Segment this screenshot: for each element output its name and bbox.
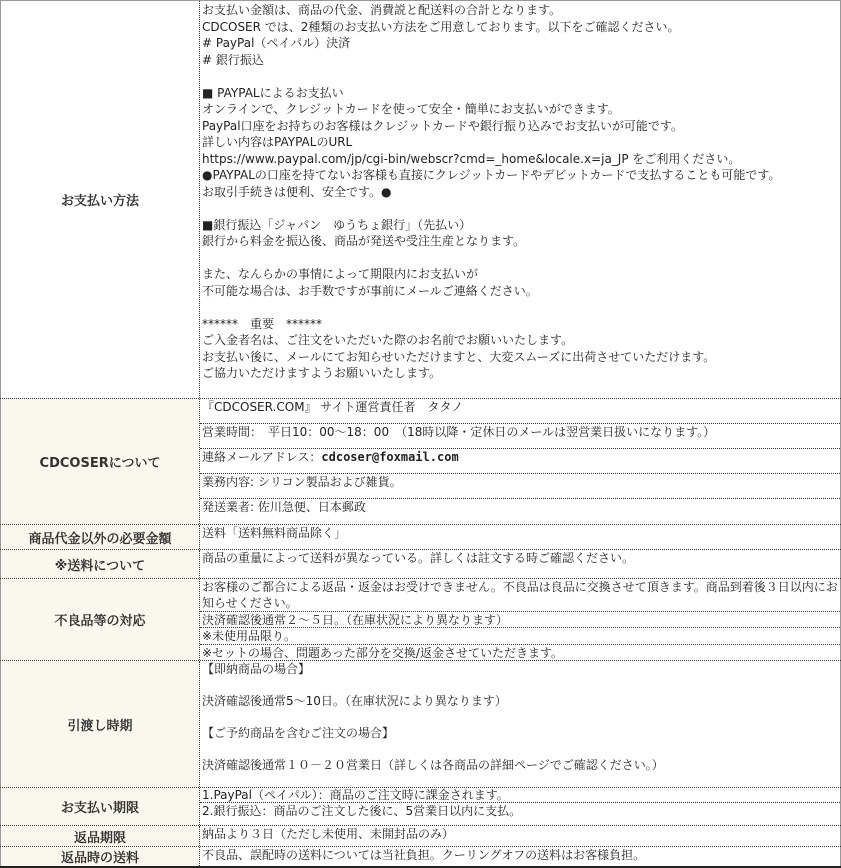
text-line: ご協力いただけますようお願いいたします。 — [202, 366, 442, 380]
return-period-text: 納品より３日（ただし未使用、未開封品のみ） — [202, 827, 455, 841]
defect-set: ※セットの場合、問題あった部分を交換/返金させていただきます。 — [202, 646, 564, 660]
row-extra-fees — [0, 525, 841, 550]
row-value — [200, 550, 841, 578]
text-line: ■ PAYPALによるお支払い — [202, 85, 344, 100]
text-line: 決済確認後通常5～10日。（在庫状況により異なります） — [202, 694, 507, 708]
business-hours: 営業時間： 平日10：00～18：00 （18時以降・定休日のメールは翌営業日扱いになります。） — [200, 424, 840, 449]
text-line: https://www.paypal.com/jp/cgi-bin/webscr?cmd=_home&locale.x=ja_JP をご利用ください。 — [202, 151, 741, 166]
row-label: 引渡し時期 — [0, 661, 200, 787]
text-line: ご入金者名は、ご注文をいただいた際のお名前でお願いいたします。 — [202, 333, 574, 347]
row-label: 不良品等の対応 — [0, 579, 200, 660]
text-line: ●PAYPALの口座を持てないお客様も直接にクレジットカードやデビットカードで支払することも可能です。 — [202, 168, 781, 182]
row-label: CDCOSERについて — [0, 399, 200, 524]
text-line: 【即納商品の場合】 — [202, 662, 311, 676]
row-shipping — [0, 550, 841, 579]
text-line — [202, 677, 838, 693]
text-line: # 銀行振込 — [202, 52, 264, 67]
text-line: お支払い後に、メールにてお知らせいただけますと、大変スムーズに出荷させていただけます。 — [202, 349, 716, 364]
row-return-period — [0, 826, 841, 847]
text-line: 決済確認後通常１０－２０営業日（詳しくは各商品の詳細ページでご確認ください。） — [202, 758, 664, 772]
text-line: また、なんらかの事情によって期限内にお支払いが — [202, 267, 479, 281]
row-value — [200, 661, 841, 787]
row-return-shipping — [0, 847, 841, 868]
text-line: ■銀行振込「ジャパン ゆうちょ銀行」（先払い） — [202, 217, 472, 232]
row-label: 返品時の送料 — [0, 847, 200, 866]
text-line: ****** 重要 ****** — [202, 316, 323, 331]
delivery-text — [200, 661, 840, 774]
row-label: 返品期限 — [0, 826, 200, 846]
email-label: 連絡メールアドレス： — [202, 449, 322, 464]
shipping-text: 商品の重量によって送料が異なっている。詳しくは註文する時ご確認ください。 — [202, 551, 635, 565]
row-label: お支払い期限 — [0, 788, 200, 825]
defect-policy: お客様のご都合による返品・返金はお受けできません。不良品は良品に交換させて頂きます。商品到着後３日以内にお知らせください。 — [200, 579, 840, 612]
text-line — [202, 299, 838, 316]
row-value — [200, 579, 841, 660]
text-line: お取引手続きは便利、安全です。● — [202, 184, 392, 199]
text-line: PayPal口座をお持ちのお客様はクレジットカードや銀行振り込みでお支払いが可能です。 — [202, 118, 683, 133]
row-value — [200, 847, 841, 866]
text-line: 詳しい内容はPAYPALのURL — [202, 135, 353, 149]
contact-email — [200, 449, 840, 475]
row-label: お支払い方法 — [0, 1, 200, 398]
text-line — [202, 68, 838, 85]
row-defects — [0, 579, 841, 661]
text-line: 【ご予約商品を含むご注文の場合】 — [202, 726, 395, 740]
row-delivery — [0, 661, 841, 788]
row-label: ※送料について — [0, 550, 200, 578]
deadline-paypal: 1.PayPal（ペイパル）：商品のご注文時に課金されます。 — [200, 788, 840, 803]
payment-method-text — [200, 1, 840, 383]
row-payment-deadline — [0, 788, 841, 826]
row-payment-method — [0, 1, 841, 399]
business-content: 業務内容: シリコン製品および雑貨。 — [200, 474, 840, 499]
shipping-carrier: 発送業者: 佐川急便、日本郵政 — [202, 500, 366, 515]
text-line: # PayPal（ペイパル）決済 — [202, 36, 351, 50]
row-value — [200, 788, 841, 825]
operator: 『CDCOSER.COM』 サイト運営責任者 タタノ — [200, 399, 840, 424]
text-line — [202, 741, 838, 757]
row-value — [200, 399, 841, 524]
text-line: 不可能な場合は、お手数ですが事前にメールご連絡ください。 — [202, 283, 538, 298]
row-value — [200, 1, 841, 398]
text-line: オンラインで、クレジットカードを使って安全・簡単にお支払いができます。 — [202, 102, 620, 116]
row-about — [0, 399, 841, 525]
return-shipping-text: 不良品、誤配時の送料については当社負担。クーリングオフの送料はお客様負担。 — [202, 848, 646, 862]
email-link[interactable]: cdcoser@foxmail.com — [321, 449, 459, 464]
defect-unused: ※未使用品限り。 — [200, 628, 840, 645]
text-line: お支払い金額は、商品の代金、消費説と配送料の合計となります。 — [202, 3, 562, 17]
text-line — [202, 250, 838, 267]
text-line — [202, 200, 838, 217]
defect-period: 決済確認後通常２～５日。（在庫状況により異なります） — [200, 612, 840, 628]
row-value — [200, 826, 841, 846]
text-line: 銀行から料金を振込後、商品が発送や受注生産となります。 — [202, 234, 526, 248]
deadline-bank: 2.銀行振込：商品のご注文した後に、5営業日以内に支払。 — [202, 804, 522, 818]
text-line — [202, 709, 838, 725]
text-line: CDCOSER では、2種類のお支払い方法をご用意しております。以下をご確認ください。 — [202, 19, 680, 34]
row-value — [200, 525, 841, 549]
extra-fees-text: 送料「送料無料商品除く」 — [202, 526, 347, 540]
row-label: 商品代金以外の必要金額 — [0, 525, 200, 549]
